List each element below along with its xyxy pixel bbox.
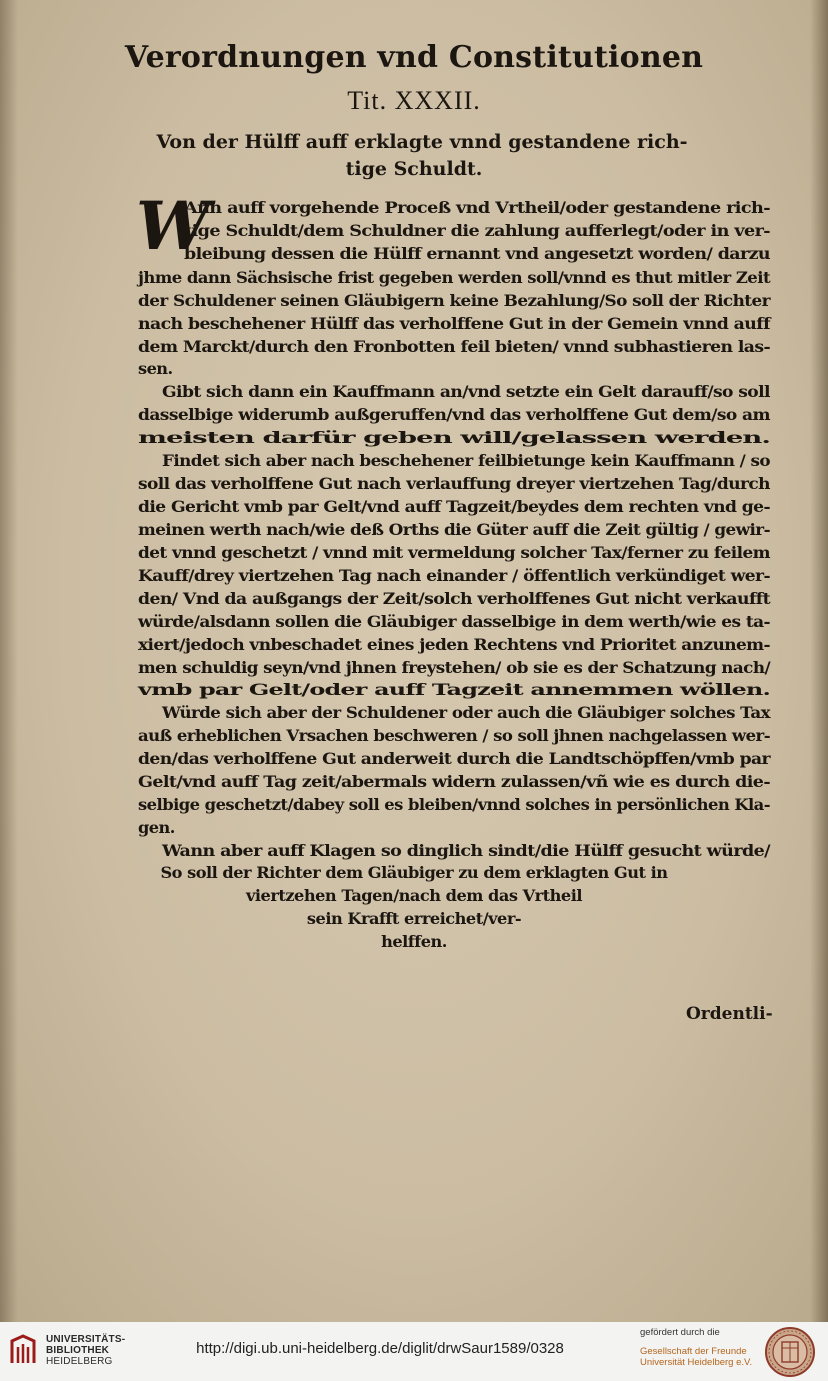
body-line: auß erheblichen Vrsachen beschweren / so soll jhnen nachgelassen wer- <box>138 726 770 745</box>
library-name-line-1: UNIVERSITÄTS- <box>46 1334 126 1345</box>
body-line: gen. <box>138 818 175 837</box>
body-line: dem Marckt/durch den Fronbotten feil bieten/ vnnd subhastieren las- <box>138 337 771 356</box>
body-line: jhme dann Sächsische frist gegeben werden soll/vnnd es thut mitler Zeit <box>138 268 770 287</box>
page-left-shadow <box>0 0 18 1322</box>
university-seal-icon[interactable] <box>764 1326 816 1378</box>
body-line: Findet sich aber nach beschehener feilbietunge kein Kauffmann / so <box>162 451 770 470</box>
body-line: det vnnd geschetzt / vnnd mit vermeldung solcher Tax/ferner zu feilem <box>138 543 770 562</box>
viewer-footer <box>0 1322 828 1381</box>
body-line: der Schuldener seinen Gläubigern keine Bezahlung/So soll der Richter <box>138 291 770 310</box>
body-line: den/ Vnd da außgangs der Zeit/solch verholffenes Gut nicht verkaufft <box>138 589 770 608</box>
sponsor-name-line-2: Universität Heidelberg e.V. <box>640 1357 753 1368</box>
library-name-line-2: BIBLIOTHEK <box>46 1345 110 1356</box>
body-line: Gibt sich dann ein Kauffmann an/vnd setzte ein Gelt darauff/so soll <box>162 382 770 401</box>
permalink-url[interactable]: http://digi.ub.uni-heidelberg.de/diglit/drwSaur1589/0328 <box>196 1340 564 1357</box>
running-header-title: Verordnungen vnd Constitutionen <box>124 40 704 75</box>
sponsor-caption: gefördert durch die <box>640 1327 720 1338</box>
body-line: meisten darfür geben will/gelassen werden. <box>138 428 770 447</box>
body-line: sen. <box>138 359 173 378</box>
body-line: Würde sich aber der Schuldener oder auch die Gläubiger solches Tax <box>162 703 770 722</box>
body-line: die Gericht vmb par Gelt/vnd auff Tagzeit/beydes dem rechten vnd ge- <box>138 497 771 516</box>
title-number: Tit. XXXII. <box>347 86 481 115</box>
body-line: Ann auff vorgehende Proceß vnd Vrtheil/oder gestandene rich- <box>184 198 770 217</box>
body-line: soll das verholffene Gut nach verlauffung dreyer viertzehen Tag/durch <box>138 474 770 493</box>
closing-line: viertzehen Tagen/nach dem das Vrtheil <box>246 886 582 905</box>
body-line: xiert/jedoch vnbeschadet eines jeden Rechtens vnd Prioritet anzunem- <box>138 635 770 654</box>
body-line: Gelt/vnd auff Tag zeit/abermals widern zulassen/vñ wie es durch die- <box>138 772 770 791</box>
section-heading-line-1: Von der Hülff auff erklagte vnnd gestandene rich- <box>156 131 688 153</box>
catchword: Ordentli- <box>686 1004 773 1024</box>
library-name-line-3: HEIDELBERG <box>46 1356 113 1367</box>
body-line: men schuldig seyn/vnd jhnen freystehen/ ob sie es der Schatzung nach/ <box>138 658 771 677</box>
body-line: würde/alsdann sollen die Gläubiger dasselbige in dem werth/wie es ta- <box>138 612 771 631</box>
closing-line: sein Krafft erreichet/ver- <box>306 909 522 928</box>
sponsor-name-line-1: Gesellschaft der Freunde <box>640 1346 747 1357</box>
footer-bar <box>0 1322 828 1381</box>
body-line: meinen werth nach/wie deß Orths die Güter auff die Zeit gültig / gewir- <box>138 520 770 539</box>
decorated-initial: W <box>136 187 211 265</box>
body-line: selbige geschetzt/dabey soll es bleiben/vnnd solches in persönlichen Kla- <box>138 795 770 814</box>
body-line: den/das verholffene Gut anderweit durch die Landtschöpffen/vmb par <box>138 749 771 768</box>
body-line: Kauff/drey viertzehen Tag nach einander / öffentlich verkündiget wer- <box>138 566 771 585</box>
body-line: nach beschehener Hülff das verholffene Gut in der Gemein vnnd auff <box>138 314 770 333</box>
body-line: vmb par Gelt/oder auff Tagzeit annemmen wöllen. <box>138 680 771 699</box>
body-line: tige Schuldt/dem Schuldner die zahlung aufferlegt/oder in ver- <box>184 221 770 240</box>
closing-line: So soll der Richter dem Gläubiger zu dem erklagten Gut in <box>160 863 668 882</box>
body-line: Wann aber auff Klagen so dinglich sindt/die Hülff gesucht würde/ <box>162 841 770 860</box>
section-heading-line-2: tige Schuldt. <box>345 158 483 180</box>
body-line: bleibung dessen die Hülff ernannt vnd angesetzt worden/ darzu <box>184 244 770 263</box>
body-line: dasselbige widerumb außgeruffen/vnd das verholffene Gut dem/so am <box>138 405 770 424</box>
closing-line: helffen. <box>381 932 447 951</box>
